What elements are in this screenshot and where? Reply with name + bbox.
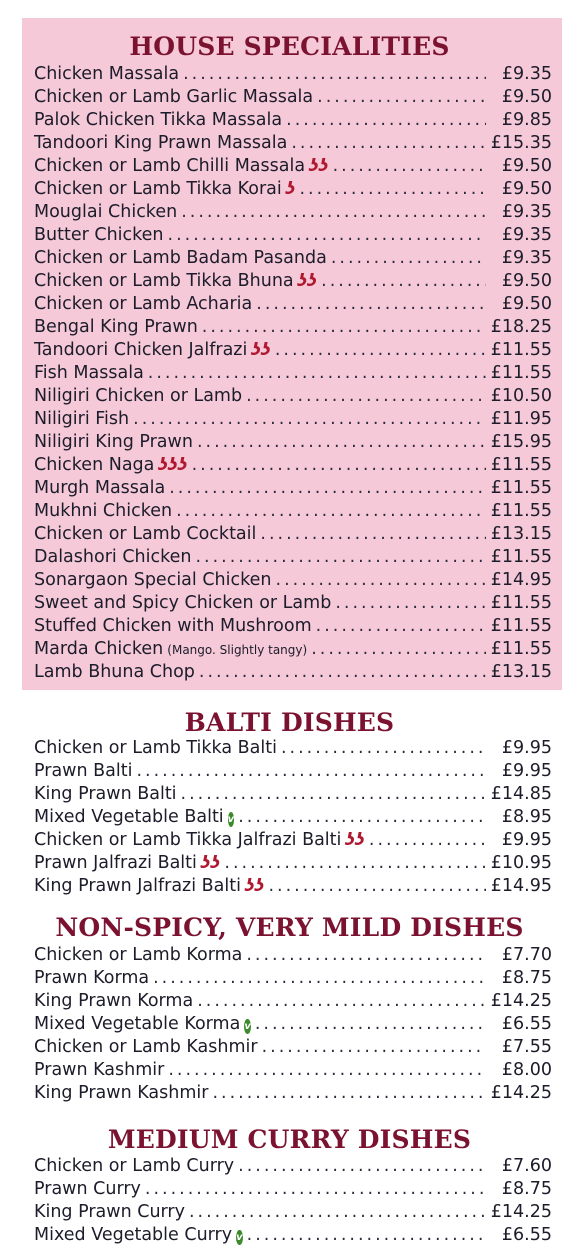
menu-item-name: Niligiri King Prawn — [34, 432, 193, 452]
menu-item-name: Mixed Vegetable Curry — [34, 1225, 233, 1245]
menu-item-name: Prawn Kashmir — [34, 1060, 165, 1080]
menu-item-name: Chicken or Lamb Garlic Massala — [34, 87, 314, 107]
menu-item — [34, 1178, 552, 1201]
menu-item — [34, 247, 552, 270]
leader-dots — [189, 1201, 486, 1224]
leader-dots — [136, 760, 486, 783]
menu-item-name: Sonargaon Special Chicken — [34, 570, 272, 590]
leader-dots — [247, 1224, 486, 1247]
menu-item-name: Butter Chicken — [34, 225, 164, 245]
menu-item-note: (Mango. Slightly tangy) — [167, 643, 308, 657]
menu-item-name: Chicken or Lamb Cocktail — [34, 524, 257, 544]
menu-item — [34, 852, 552, 875]
leader-dots — [212, 1082, 486, 1105]
menu-item — [34, 500, 552, 523]
leader-dots — [246, 385, 486, 408]
chilli-icon: ʖʖ — [345, 830, 365, 850]
menu-item-price: £9.35 — [501, 225, 552, 245]
menu-item-price: £9.50 — [501, 156, 552, 176]
menu-item-price: £9.50 — [501, 179, 552, 199]
leader-dots — [181, 783, 486, 806]
leader-dots — [197, 431, 486, 454]
menu-item-price: £11.55 — [490, 639, 552, 659]
chilli-icon: ʖʖ — [200, 853, 221, 873]
menu-item — [34, 339, 552, 362]
leader-dots — [183, 63, 486, 86]
leader-dots — [181, 201, 486, 224]
menu-item — [34, 829, 552, 852]
menu-item-name: Chicken or Lamb Tikka Jalfrazi Balti — [34, 830, 342, 850]
leader-dots — [169, 477, 486, 500]
menu-item — [34, 385, 552, 408]
menu-item-price: £15.95 — [490, 432, 552, 452]
leader-dots — [255, 1013, 486, 1036]
menu-item-name: Mukhni Chicken — [34, 501, 173, 521]
menu-item-name: King Prawn Curry — [34, 1202, 185, 1222]
menu-item — [34, 109, 552, 132]
menu-item-name: Chicken or Lamb Chilli Massala — [34, 156, 306, 176]
menu-item-name: Marda Chicken — [34, 639, 164, 659]
menu-item-price: £11.95 — [490, 409, 552, 429]
menu-item — [34, 1224, 552, 1247]
leader-dots — [316, 615, 486, 638]
leader-dots — [256, 293, 486, 316]
leader-dots — [286, 109, 486, 132]
menu-item — [34, 270, 552, 293]
menu-item-price: £11.55 — [490, 363, 552, 383]
menu-item — [34, 1082, 552, 1105]
menu-item-price: £10.95 — [490, 853, 552, 873]
menu-item — [34, 990, 552, 1013]
menu-item — [34, 201, 552, 224]
menu-item-price: £9.95 — [501, 761, 552, 781]
menu-item-price: £15.35 — [490, 133, 552, 153]
menu-item-name: Chicken or Lamb Kashmir — [34, 1037, 258, 1057]
menu-item-price: £7.60 — [501, 1156, 552, 1176]
leader-dots — [268, 875, 486, 898]
menu-item-price: £8.00 — [501, 1060, 552, 1080]
menu-item-price: £7.55 — [501, 1037, 552, 1057]
menu-item-name: Prawn Balti — [34, 761, 133, 781]
menu-item-price: £9.50 — [501, 87, 552, 107]
menu-item-name: Chicken or Lamb Tikka Korai — [34, 179, 282, 199]
menu-item-name: Prawn Curry — [34, 1179, 141, 1199]
menu-item-price: £13.15 — [490, 524, 552, 544]
section-title-house-specialities: HOUSE SPECIALITIES — [129, 32, 450, 61]
menu-item — [34, 132, 552, 155]
menu-item-name: Chicken or Lamb Tikka Balti — [34, 738, 277, 758]
menu-item — [34, 783, 552, 806]
menu-item-name: Chicken Naga — [34, 455, 155, 475]
menu-item — [34, 454, 552, 477]
leader-dots — [192, 454, 486, 477]
leader-dots — [369, 829, 486, 852]
leader-dots — [133, 408, 486, 431]
leader-dots — [291, 132, 486, 155]
menu-item — [34, 316, 552, 339]
menu-item-price: £6.55 — [501, 1014, 552, 1034]
menu-item-name: Stuffed Chicken with Mushroom — [34, 616, 312, 636]
medium-curry-dishes-list — [34, 1155, 552, 1247]
menu-item-name: Prawn Jalfrazi Balti — [34, 853, 197, 873]
menu-item — [34, 178, 552, 201]
leader-dots — [168, 1059, 486, 1082]
menu-item-price: £11.55 — [490, 501, 552, 521]
leader-dots — [197, 990, 486, 1013]
leader-dots — [275, 339, 486, 362]
menu-item-name: King Prawn Korma — [34, 991, 194, 1011]
menu-item-name: Dalashori Chicken — [34, 547, 192, 567]
menu-item — [34, 293, 552, 316]
leader-dots — [281, 737, 486, 760]
leader-dots — [145, 1178, 486, 1201]
menu-item — [34, 155, 552, 178]
menu-item-price: £9.35 — [501, 248, 552, 268]
menu-item-name: Chicken or Lamb Tikka Bhuna — [34, 271, 294, 291]
menu-item-name: Mouglai Chicken — [34, 202, 178, 222]
menu-item-name: King Prawn Balti — [34, 784, 177, 804]
menu-item — [34, 523, 552, 546]
leader-dots — [168, 224, 486, 247]
leader-dots — [148, 362, 486, 385]
leader-dots — [335, 592, 486, 615]
leader-dots — [321, 270, 486, 293]
menu-item-name: Palok Chicken Tikka Massala — [34, 110, 283, 130]
menu-item-price: £14.95 — [490, 570, 552, 590]
menu-item-price: £14.85 — [490, 784, 552, 804]
section-title-balti-dishes: BALTI DISHES — [184, 708, 395, 737]
menu-item-price: £9.35 — [501, 64, 552, 84]
leader-dots — [153, 967, 486, 990]
menu-item-name: Niligiri Chicken or Lamb — [34, 386, 243, 406]
menu-item-name: Niligiri Fish — [34, 409, 130, 429]
leader-dots — [199, 661, 486, 684]
menu-item-name: Bengal King Prawn — [34, 317, 198, 337]
menu-item-price: £7.70 — [501, 945, 552, 965]
leader-dots — [317, 86, 486, 109]
menu-item-price: £9.95 — [501, 830, 552, 850]
menu-item-name: Prawn Korma — [34, 968, 150, 988]
menu-item — [34, 1155, 552, 1178]
leader-dots — [246, 944, 486, 967]
menu-item-price: £9.50 — [501, 271, 552, 291]
menu-item-price: £13.15 — [490, 662, 552, 682]
menu-item — [34, 944, 552, 967]
menu-item-price: £8.75 — [501, 1179, 552, 1199]
menu-item-name: Murgh Massala — [34, 478, 166, 498]
menu-item-name: Tandoori Chicken Jalfrazi — [34, 340, 248, 360]
section-title-non-spicy-dishes: NON-SPICY, VERY MILD DISHES — [55, 913, 524, 942]
menu-item-name: Chicken or Lamb Korma — [34, 945, 243, 965]
non-spicy-dishes-list — [34, 944, 552, 1105]
menu-item-price: £11.55 — [490, 340, 552, 360]
leader-dots — [333, 155, 486, 178]
menu-item-price: £9.35 — [501, 202, 552, 222]
menu-item-name: Chicken or Lamb Acharia — [34, 294, 253, 314]
menu-item-price: £8.95 — [501, 807, 552, 827]
leader-dots — [276, 569, 487, 592]
menu-item — [34, 661, 552, 684]
menu-item — [34, 477, 552, 500]
menu-item — [34, 86, 552, 109]
menu-item — [34, 1013, 552, 1036]
menu-item-price: £11.55 — [490, 455, 552, 475]
chilli-icon: ʖʖ — [251, 340, 271, 360]
leader-dots — [202, 316, 486, 339]
menu-item-name: Mixed Vegetable Korma — [34, 1014, 241, 1034]
menu-item-price: £14.95 — [490, 876, 552, 896]
menu-item — [34, 224, 552, 247]
menu-item — [34, 875, 552, 898]
menu-item-name: Chicken or Lamb Badam Pasanda — [34, 248, 327, 268]
menu-item — [34, 760, 552, 783]
menu-item — [34, 806, 552, 829]
menu-item — [34, 1036, 552, 1059]
menu-item-name: Chicken Massala — [34, 64, 180, 84]
chilli-icon: ʖʖ — [244, 876, 265, 896]
menu-item-name: Fish Massala — [34, 363, 144, 383]
menu-item-price: £11.55 — [490, 478, 552, 498]
menu-item — [34, 592, 552, 615]
menu-item-name: King Prawn Kashmir — [34, 1083, 209, 1103]
menu-item — [34, 431, 552, 454]
menu-item — [34, 967, 552, 990]
leader-dots — [224, 852, 486, 875]
menu-item-name: Sweet and Spicy Chicken or Lamb — [34, 593, 332, 613]
menu-item-price: £9.50 — [501, 294, 552, 314]
menu-item-price: £14.25 — [490, 1083, 552, 1103]
chilli-icon: ʖʖ — [309, 156, 329, 176]
menu-item-price: £9.95 — [501, 738, 552, 758]
leader-dots — [331, 247, 486, 270]
chilli-icon: ʖ — [285, 179, 296, 199]
menu-item — [34, 638, 552, 661]
chilli-icon: ʖʖʖ — [158, 455, 188, 475]
menu-item — [34, 737, 552, 760]
leader-dots — [260, 523, 486, 546]
leader-dots — [262, 1036, 486, 1059]
chilli-icon: ʖʖ — [297, 271, 318, 291]
section-title-medium-curry-dishes: MEDIUM CURRY DISHES — [107, 1125, 472, 1154]
leader-dots — [238, 1155, 486, 1178]
menu-item-price: £11.55 — [490, 547, 552, 567]
menu-item-price: £14.25 — [490, 991, 552, 1011]
menu-item — [34, 1201, 552, 1224]
menu-item — [34, 408, 552, 431]
menu-item — [34, 63, 552, 86]
menu-item-price: £9.85 — [501, 110, 552, 130]
menu-item — [34, 546, 552, 569]
menu-item-price: £8.75 — [501, 968, 552, 988]
leader-dots — [299, 178, 486, 201]
vegetarian-icon: v — [227, 814, 235, 825]
menu-item — [34, 362, 552, 385]
menu-item-price: £14.25 — [490, 1202, 552, 1222]
menu-item-price: £10.50 — [490, 386, 552, 406]
menu-item-name: Mixed Vegetable Balti — [34, 807, 224, 827]
vegetarian-icon: v — [236, 1232, 243, 1243]
menu-item-name: King Prawn Jalfrazi Balti — [34, 876, 241, 896]
menu-item — [34, 569, 552, 592]
leader-dots — [176, 500, 486, 523]
menu-item — [34, 1059, 552, 1082]
leader-dots — [311, 638, 486, 661]
balti-dishes-list — [34, 737, 552, 898]
house-specialities-list — [34, 63, 552, 684]
leader-dots — [195, 546, 486, 569]
menu-item-price: £11.55 — [490, 593, 552, 613]
leader-dots — [238, 806, 486, 829]
menu-item-price: £18.25 — [490, 317, 552, 337]
menu-item-price: £6.55 — [501, 1225, 552, 1245]
menu-item-name: Chicken or Lamb Curry — [34, 1156, 235, 1176]
vegetarian-icon: v — [244, 1021, 251, 1032]
menu-item — [34, 615, 552, 638]
menu-item-name: Lamb Bhuna Chop — [34, 662, 195, 682]
menu-item-price: £11.55 — [490, 616, 552, 636]
menu-item-name: Tandoori King Prawn Massala — [34, 133, 288, 153]
